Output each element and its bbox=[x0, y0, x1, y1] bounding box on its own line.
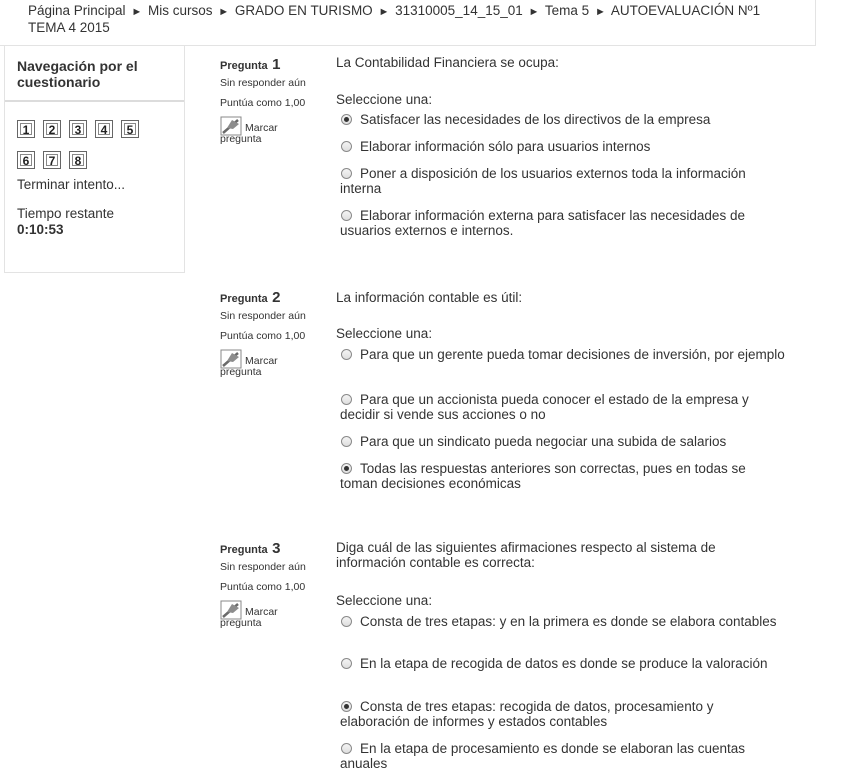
quiz-nav-button-label: 4 bbox=[98, 123, 110, 135]
quiz-nav-button-label: 2 bbox=[46, 123, 58, 135]
question-number: 1 bbox=[272, 56, 281, 73]
quiz-nav-button-7[interactable] bbox=[43, 151, 61, 169]
question-state: Sin responder aún bbox=[220, 561, 306, 573]
answer-option[interactable] bbox=[340, 741, 785, 771]
question-label: Pregunta bbox=[220, 544, 268, 556]
answer-option[interactable] bbox=[340, 461, 785, 491]
question-state: Sin responder aún bbox=[220, 77, 306, 89]
select-one-prompt: Seleccione una: bbox=[336, 326, 433, 341]
breadcrumb-separator: ► bbox=[528, 6, 540, 18]
flag-label: pregunta bbox=[220, 617, 262, 629]
question-label: Pregunta bbox=[220, 293, 268, 305]
quiz-nav-button-label: 8 bbox=[72, 154, 84, 166]
answer-label: En la etapa de recogida de datos es donde se produce la valoración bbox=[360, 656, 768, 671]
breadcrumb-course[interactable]: 31310005_14_15_01 bbox=[395, 3, 523, 18]
header-right-divider bbox=[815, 0, 816, 45]
flag-label: pregunta bbox=[220, 133, 262, 145]
answer-option[interactable] bbox=[340, 656, 785, 671]
radio-button[interactable] bbox=[341, 701, 352, 712]
flag-label: Marcar bbox=[245, 606, 278, 618]
radio-button[interactable] bbox=[341, 436, 352, 447]
answer-option[interactable] bbox=[340, 347, 785, 362]
question-1-info bbox=[220, 56, 320, 145]
quiz-nav-button-5[interactable] bbox=[121, 120, 139, 138]
quiz-nav-button-label: 1 bbox=[20, 123, 32, 135]
quiz-navigation-block bbox=[4, 46, 185, 273]
answer-label: Consta de tres etapas: y en la primera es donde se elabora contables bbox=[360, 614, 777, 629]
answer-label: En la etapa de procesamiento es donde se elaboran las cuentas anuales bbox=[340, 741, 746, 771]
flag-label: Marcar bbox=[245, 355, 278, 367]
breadcrumb-home[interactable]: Página Principal bbox=[28, 3, 126, 18]
breadcrumb-degree[interactable]: GRADO EN TURISMO bbox=[234, 3, 373, 18]
finish-attempt-link[interactable]: Terminar intento... bbox=[17, 177, 126, 192]
question-grade: Puntúa como 1,00 bbox=[220, 330, 306, 342]
quiz-nav-button-label: 6 bbox=[20, 154, 32, 166]
breadcrumb-separator: ► bbox=[218, 6, 230, 18]
breadcrumb-separator: ► bbox=[378, 6, 390, 18]
question-label: Pregunta bbox=[220, 60, 268, 72]
quiz-nav-button-1[interactable] bbox=[17, 120, 35, 138]
answer-option[interactable] bbox=[340, 166, 785, 196]
answer-option[interactable] bbox=[340, 392, 785, 422]
quiz-nav-button-8[interactable] bbox=[69, 151, 87, 169]
answer-option[interactable] bbox=[340, 139, 785, 154]
breadcrumb-my-courses[interactable]: Mis cursos bbox=[147, 3, 213, 18]
time-remaining-value: 0:10:53 bbox=[17, 222, 64, 237]
time-remaining-label: Tiempo restante bbox=[17, 206, 115, 221]
answer-label: Consta de tres etapas: recogida de datos, procesamiento y elaboración de informes y estados contables bbox=[340, 699, 714, 729]
answer-option[interactable] bbox=[340, 614, 785, 629]
breadcrumb-topic[interactable]: Tema 5 bbox=[544, 3, 590, 18]
question-3-info bbox=[220, 540, 320, 629]
question-1-text: La Contabilidad Financiera se ocupa: bbox=[336, 55, 559, 70]
quiz-nav-button-label: 3 bbox=[72, 123, 84, 135]
question-state: Sin responder aún bbox=[220, 310, 306, 322]
select-one-prompt: Seleccione una: bbox=[336, 593, 433, 608]
radio-button[interactable] bbox=[341, 616, 352, 627]
answer-option[interactable] bbox=[340, 208, 785, 238]
flag-label: pregunta bbox=[220, 366, 262, 378]
answer-label: Para que un accionista pueda conocer el estado de la empresa y decidir si vende sus acciones o no bbox=[340, 392, 749, 422]
question-grade: Puntúa como 1,00 bbox=[220, 581, 306, 593]
question-3-text: Diga cuál de las siguientes afirmaciones respecto al sistema de información contable es correcta: bbox=[336, 540, 716, 570]
answer-label: Todas las respuestas anteriores son correctas, pues en todas se toman decisiones económicas bbox=[340, 461, 746, 491]
answer-label: Para que un sindicato pueda negociar una subida de salarios bbox=[360, 434, 727, 449]
radio-button[interactable] bbox=[341, 210, 352, 221]
answer-option[interactable] bbox=[340, 112, 785, 127]
quiz-nav-button-2[interactable] bbox=[43, 120, 61, 138]
radio-button[interactable] bbox=[341, 658, 352, 669]
answer-label: Elaborar información sólo para usuarios internos bbox=[360, 139, 651, 154]
question-2-info bbox=[220, 289, 320, 378]
flag-label: Marcar bbox=[245, 122, 278, 134]
question-2-text: La información contable es útil: bbox=[336, 290, 523, 305]
radio-button[interactable] bbox=[341, 168, 352, 179]
quiz-nav-button-6[interactable] bbox=[17, 151, 35, 169]
answer-label: Para que un gerente pueda tomar decisiones de inversión, por ejemplo bbox=[360, 347, 785, 362]
quiz-nav-button-4[interactable] bbox=[95, 120, 113, 138]
radio-button[interactable] bbox=[341, 114, 352, 125]
select-one-prompt: Seleccione una: bbox=[336, 92, 433, 107]
question-grade: Puntúa como 1,00 bbox=[220, 97, 306, 109]
quiz-navigation-title: Navegación por el cuestionario bbox=[17, 58, 138, 90]
radio-button[interactable] bbox=[341, 743, 352, 754]
question-number: 2 bbox=[272, 289, 281, 306]
radio-button[interactable] bbox=[341, 349, 352, 360]
answer-label: Poner a disposición de los usuarios externos toda la información interna bbox=[340, 166, 746, 196]
radio-button[interactable] bbox=[341, 141, 352, 152]
nav-title-divider bbox=[5, 100, 184, 102]
breadcrumb-separator: ► bbox=[131, 6, 143, 18]
answer-label: Elaborar información externa para satisfacer las necesidades de usuarios externos e internos. bbox=[340, 208, 745, 238]
quiz-nav-button-label: 7 bbox=[46, 154, 58, 166]
answer-label: Satisfacer las necesidades de los directivos de la empresa bbox=[360, 112, 711, 127]
breadcrumb-quiz[interactable]: AUTOEVALUACIÓN Nº1 TEMA 4 2015 bbox=[28, 3, 761, 35]
question-number: 3 bbox=[272, 540, 281, 557]
breadcrumb bbox=[28, 3, 798, 35]
answer-option[interactable] bbox=[340, 434, 785, 449]
radio-button[interactable] bbox=[341, 463, 352, 474]
radio-button[interactable] bbox=[341, 394, 352, 405]
answer-option[interactable] bbox=[340, 699, 785, 729]
breadcrumb-separator: ► bbox=[594, 6, 606, 18]
quiz-nav-button-3[interactable] bbox=[69, 120, 87, 138]
quiz-nav-button-label: 5 bbox=[124, 123, 136, 135]
